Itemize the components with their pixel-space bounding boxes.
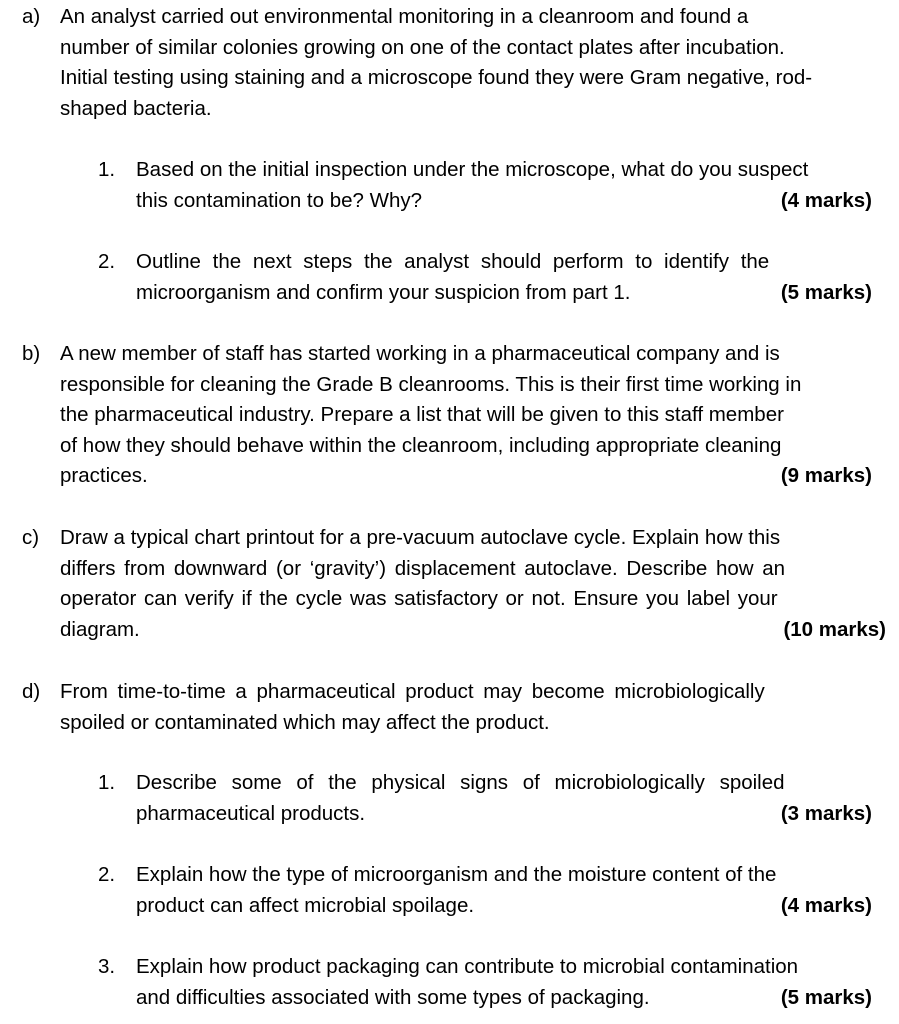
question-line: Draw a typical chart printout for a pre-vacuum autoclave cycle. Explain how this — [60, 526, 781, 549]
subquestion-text — [136, 768, 892, 829]
subquestion-text — [136, 952, 892, 1013]
subquestion-text — [136, 860, 892, 921]
question-line: spoiled or contaminated which may affect the product. — [60, 710, 550, 734]
subquestion-line: product can affect microbial spoilage. — [136, 893, 475, 917]
question-text — [60, 677, 892, 738]
question-line: From time-to-time a pharmaceutical product may become microbiologically — [60, 680, 765, 703]
subquestion-d-2 — [98, 860, 892, 921]
question-label: c) — [22, 526, 40, 549]
subquestion-d-1 — [98, 768, 892, 829]
subquestion-line-with-marks — [136, 891, 892, 922]
subquestion-a-2 — [98, 247, 892, 308]
subquestion-d-3 — [98, 952, 892, 1013]
question-line: A new member of staff has started working in a pharmaceutical company and is — [60, 342, 780, 365]
question-line: number of similar colonies growing on one of the contact plates after incubation. — [60, 35, 785, 59]
marks-label: (10 marks) — [783, 617, 886, 641]
subquestion-a-1 — [98, 155, 892, 216]
marks-label: (4 marks) — [780, 188, 872, 212]
marks-label: (3 marks) — [780, 801, 872, 825]
subquestion-number: 3. — [98, 955, 116, 978]
subquestion-line: and difficulties associated with some types of packaging. — [136, 985, 650, 1009]
subquestion-line-with-marks — [136, 278, 892, 309]
question-line: operator can verify if the cycle was satisfactory or not. Ensure you label your — [60, 587, 778, 611]
question-text — [60, 523, 892, 645]
subquestion-number: 2. — [98, 863, 116, 886]
subquestion-line: Describe some of the physical signs of microbiologically spoiled — [136, 771, 785, 794]
question-line: the pharmaceutical industry. Prepare a list that will be given to this staff member — [60, 403, 784, 427]
question-line: Initial testing using staining and a microscope found they were Gram negative, rod- — [60, 66, 813, 90]
question-line: shaped bacteria. — [60, 96, 212, 120]
question-a — [22, 2, 892, 124]
marks-label: (4 marks) — [780, 893, 872, 917]
subquestion-text — [136, 247, 892, 308]
marks-label: (5 marks) — [780, 985, 872, 1009]
question-line: practices. — [60, 464, 148, 488]
subquestion-line: microorganism and confirm your suspicion from part 1. — [136, 280, 631, 304]
subquestion-line: pharmaceutical products. — [136, 801, 366, 825]
subquestion-number: 2. — [98, 250, 116, 273]
question-line: of how they should behave within the cleanroom, including appropriate cleaning — [60, 433, 782, 457]
question-line: responsible for cleaning the Grade B cleanrooms. This is their first time working in — [60, 372, 802, 396]
subquestion-line: Outline the next steps the analyst should perform to identify the — [136, 250, 770, 273]
subquestion-number: 1. — [98, 771, 116, 794]
question-text — [60, 339, 892, 492]
question-c — [22, 523, 892, 645]
question-label: b) — [22, 342, 41, 365]
subquestion-line-with-marks — [136, 799, 892, 830]
question-line: diagram. — [60, 617, 140, 641]
question-d — [22, 677, 892, 738]
subquestion-line: Explain how the type of microorganism and the moisture content of the — [136, 863, 777, 886]
subquestion-line: Explain how product packaging can contribute to microbial contamination — [136, 955, 799, 978]
subquestion-number: 1. — [98, 158, 116, 181]
marks-label: (5 marks) — [780, 280, 872, 304]
marks-label: (9 marks) — [780, 464, 872, 488]
question-line: An analyst carried out environmental monitoring in a cleanroom and found a — [60, 5, 749, 28]
question-line-with-marks — [60, 615, 892, 646]
question-label: d) — [22, 680, 41, 703]
question-b — [22, 339, 892, 492]
question-text — [60, 2, 892, 124]
subquestion-line: this contamination to be? Why? — [136, 188, 423, 212]
subquestion-line-with-marks — [136, 186, 892, 217]
subquestion-line: Based on the initial inspection under the microscope, what do you suspect — [136, 158, 809, 181]
question-label: a) — [22, 5, 41, 28]
question-line: differs from downward (or ‘gravity’) displacement autoclave. Describe how an — [60, 556, 786, 580]
subquestion-line-with-marks — [136, 983, 892, 1014]
subquestion-text — [136, 155, 892, 216]
question-line-with-marks — [60, 461, 892, 492]
